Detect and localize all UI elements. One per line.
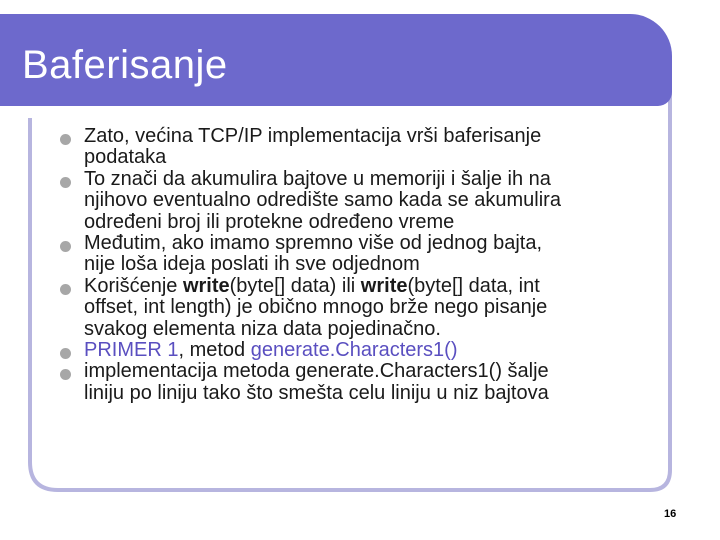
- bullet-line: liniju po liniju tako što smešta celu liniju u niz bajtova: [84, 381, 549, 404]
- method-name: generate.Characters1(): [250, 339, 458, 362]
- bullet-list: [60, 126, 700, 404]
- bullet-line: svakog elementa niza data pojedinačno.: [84, 317, 441, 340]
- bullet-line: Međutim, ako imamo spremno više od jednog bajta,: [84, 232, 543, 255]
- slide-title: Baferisanje: [22, 43, 228, 87]
- bullet-item: [60, 169, 700, 233]
- bullet-item: [60, 340, 700, 361]
- write-keyword: write: [360, 274, 408, 297]
- bullet-dot-icon: [60, 177, 71, 188]
- bullet-dot-icon: [60, 134, 71, 145]
- bullet-line: implementacija metoda generate.Characters1() šalje: [84, 360, 549, 383]
- bullet-line: nije loša ideja poslati ih sve odjednom: [84, 253, 420, 276]
- bullet-text: Korišćenje: [84, 274, 183, 297]
- bullet-line: određeni broj ili protekne određeno vreme: [84, 210, 455, 233]
- bullet-dot-icon: [60, 369, 71, 380]
- page-number: 16: [664, 508, 677, 520]
- bullet-item: [60, 126, 700, 169]
- bullet-line: podataka: [84, 146, 167, 169]
- example-label: PRIMER 1: [84, 339, 179, 362]
- write-keyword: write: [182, 274, 230, 297]
- bullet-item: [60, 276, 700, 340]
- bullet-item: [60, 233, 700, 276]
- bullet-text: (byte[] data, int: [407, 274, 540, 297]
- bullet-dot-icon: [60, 241, 71, 252]
- bullet-line: To znači da akumulira bajtove u memoriji i šalje ih na: [84, 167, 551, 190]
- bullet-text: , metod: [178, 339, 251, 362]
- bullet-line: Zato, većina TCP/IP implementacija vrši baferisanje: [84, 125, 542, 147]
- bullet-line: offset, int length) je obično mnogo brže nego pisanje: [84, 296, 548, 319]
- bullet-text: (byte[] data) ili: [229, 274, 361, 297]
- bullet-dot-icon: [60, 348, 71, 359]
- title-bar: [0, 14, 672, 106]
- bullet-dot-icon: [60, 284, 71, 295]
- bullet-line: njihovo eventualno odredište samo kada se akumulira: [84, 189, 561, 212]
- bullet-item: [60, 361, 700, 404]
- title-underline: [20, 110, 638, 113]
